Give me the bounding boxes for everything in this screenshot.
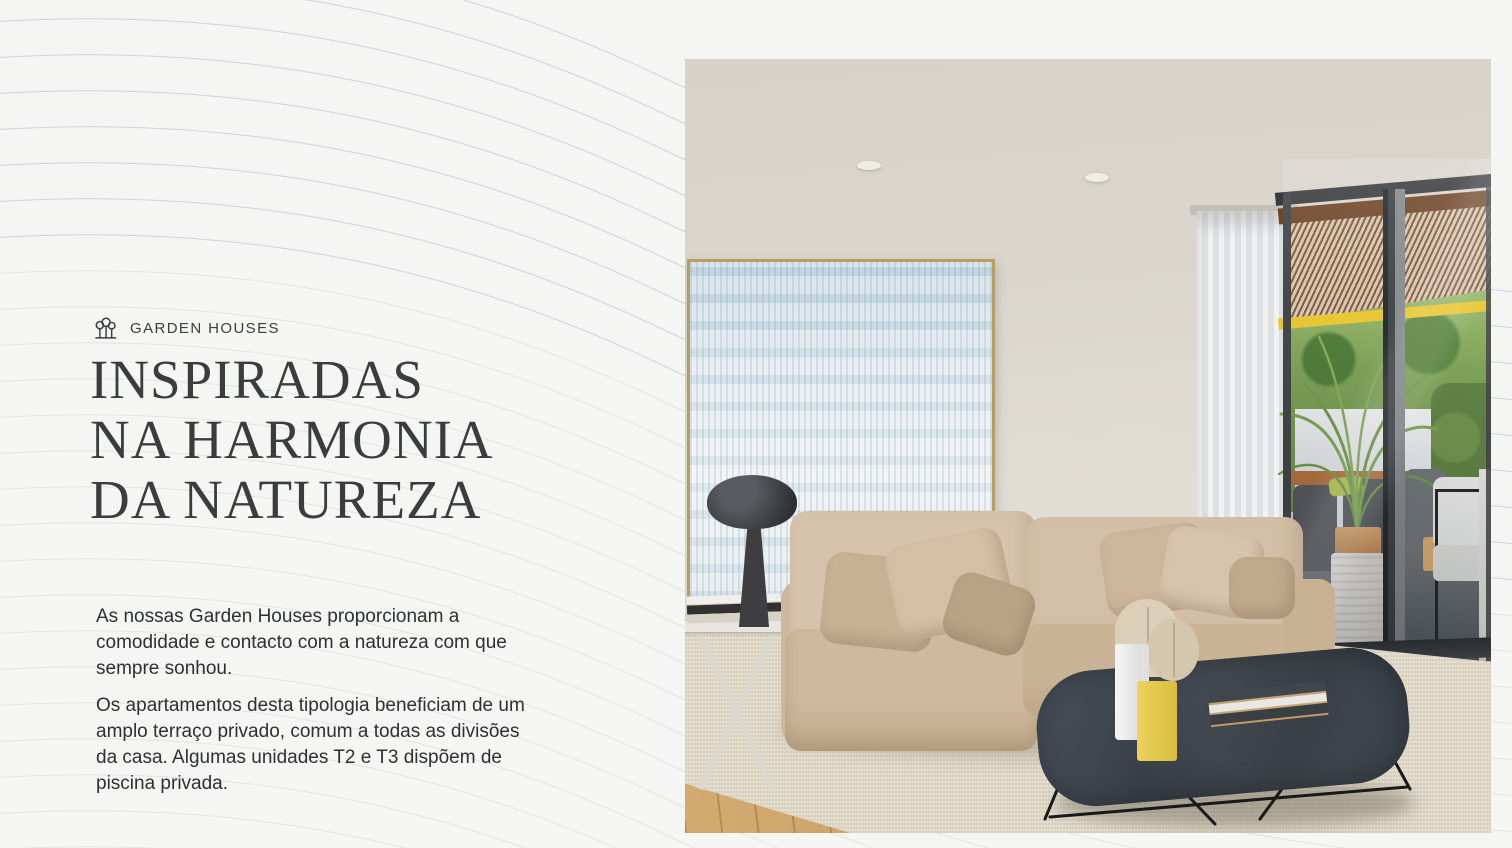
title-line-3: DA NATUREZA xyxy=(90,469,482,530)
hero-photo xyxy=(685,59,1491,833)
brand-badge xyxy=(92,316,280,341)
throw-pillow xyxy=(1229,557,1295,619)
brand-label: GARDEN HOUSES xyxy=(130,320,280,337)
title-line-2: NA HARMONIA xyxy=(90,409,494,470)
yellow-vase xyxy=(1137,681,1177,761)
trees-icon xyxy=(92,316,119,341)
disc-sculpture xyxy=(1147,619,1199,681)
title-line-1: INSPIRADAS xyxy=(90,349,424,410)
details-paragraph: Os apartamentos desta tipologia beneficiam de um amplo terraço privado, comum a todas as divisões da casa. Algumas unidades T2 e T3 dispõem de piscina privada. xyxy=(96,695,525,794)
ceiling-spotlight xyxy=(857,161,881,170)
page-title xyxy=(90,350,494,530)
ceiling-spotlight xyxy=(1085,173,1109,182)
side-table-legs xyxy=(685,629,795,819)
table-lamp xyxy=(707,475,797,529)
intro-paragraph: As nossas Garden Houses proporcionam a comodidade e contacto com a natureza com que sempre sonhou. xyxy=(96,606,507,679)
